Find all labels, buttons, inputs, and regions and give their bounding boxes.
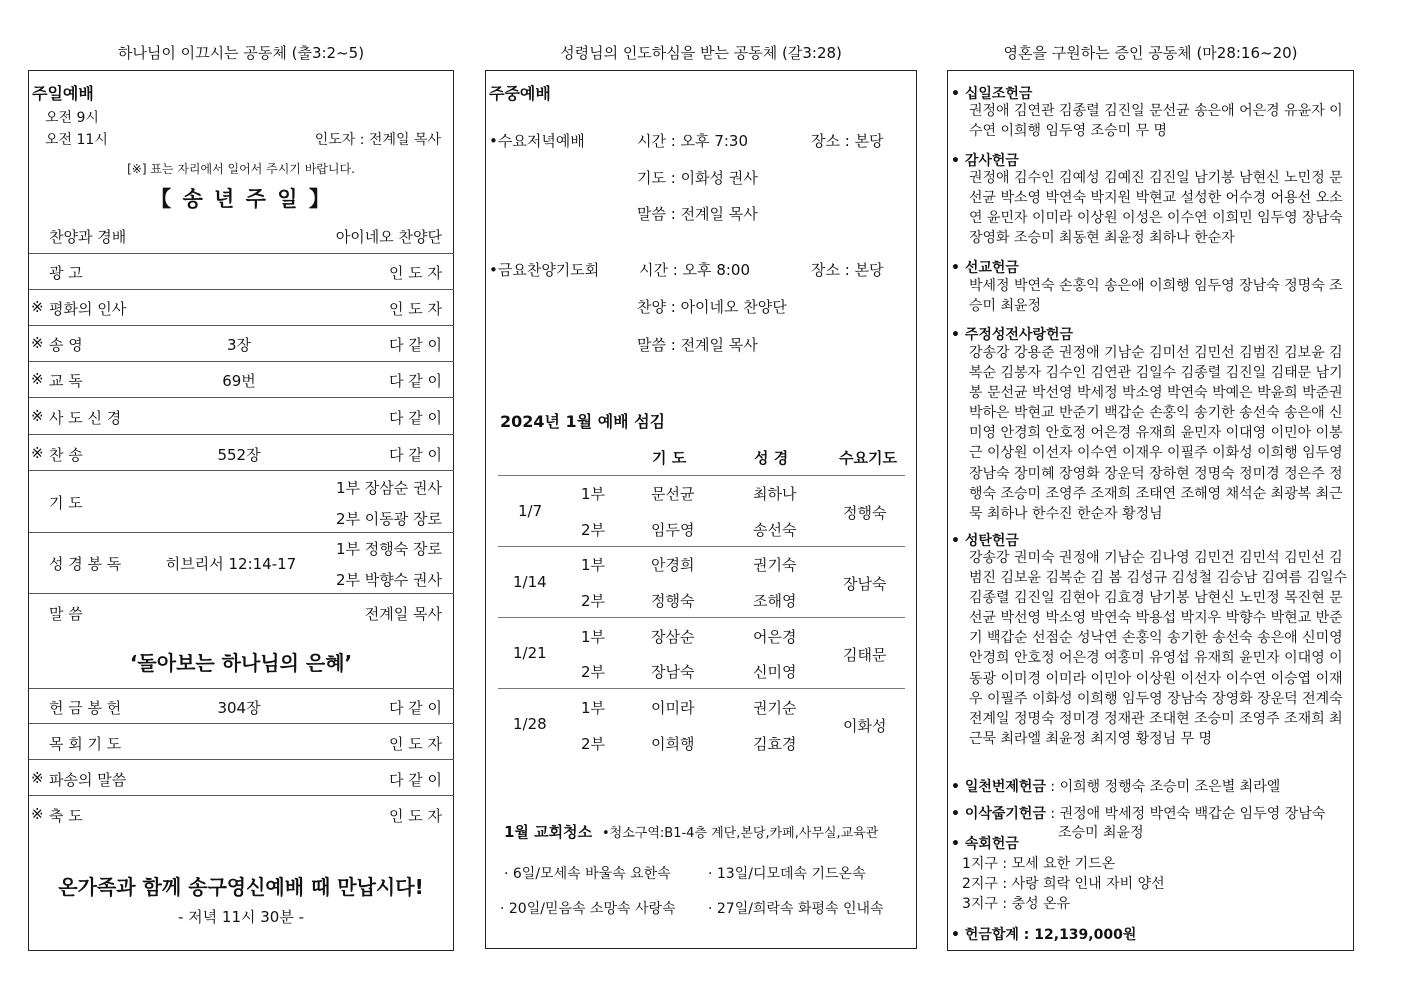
sunday-theme: 【 송 년 주 일 】: [150, 187, 332, 211]
schedule-bible: 신미영: [753, 663, 797, 681]
order-leader: 다 같 이: [388, 372, 442, 390]
wednesday-prayer: 기도 : 이화성 권사: [637, 169, 758, 187]
district-line: 3지구 : 충성 온유: [962, 896, 1071, 912]
schedule-wednesday: 김태문: [843, 646, 887, 664]
schedule-prayer: 임두영: [651, 521, 695, 539]
order-leader: 인 도 자: [388, 735, 442, 753]
schedule-part: 1부: [581, 556, 606, 574]
order-detail: 552장: [217, 446, 261, 464]
divider: [29, 723, 454, 724]
standing-notice: [※] 표는 자리에서 일어서 주시기 바랍니다.: [127, 162, 355, 176]
reader-2: 2부 박향수 권사: [335, 571, 442, 589]
thanks-heading: • 감사헌금: [951, 153, 1019, 169]
schedule-part: 1부: [581, 699, 606, 717]
district-line: 1지구 : 모세 요한 기드온: [962, 856, 1116, 872]
schedule-bible: 권기순: [753, 699, 797, 717]
stand-mark: ※: [31, 407, 44, 425]
love-names: 강송강 강용준 권정애 기남순 김미선 김민선 김범진 김보윤 김복순 김봉자 김수인 김연관 김일수 김종렬 김진일 김태문 남기봉 문선균 박선영 박세정 박소영 박연숙 박예은 박윤희 박준권 박하은 박현교 반준기 백갑순 손홍익 송기한 송선숙 송은애 신미영 안경희 안호정 어은경 유재희 윤민자 이대영 이민아 이봉근 이상원 이선자 이수연 이재우 이필주 이화성 이희행 임두영 장남숙 장미혜 장영화 장운덕 장하현 정명숙 정미경 정은주 정행숙 조승미 조영주 조재희 조태연 조해영 채석순 최광복 최근묵 최하나 한수진 한순자 황정님: [969, 345, 1343, 522]
stand-mark: ※: [31, 298, 44, 316]
stand-mark: ※: [31, 805, 44, 823]
christmas-heading: • 성탄헌금: [951, 533, 1019, 549]
schedule-wednesday: 이화성: [843, 717, 887, 735]
service-time-2: 오전 11시: [45, 132, 108, 148]
stand-mark: ※: [31, 444, 44, 462]
order-label: 광 고: [49, 264, 83, 282]
order-leader: 인 도 자: [388, 807, 442, 825]
schedule-date: 1/21: [513, 644, 547, 662]
divider: [29, 397, 454, 398]
sermon-title: ‘돌아보는 하나님의 은혜’: [129, 651, 353, 675]
order-leader: 인 도 자: [388, 300, 442, 318]
divider: [29, 593, 454, 594]
moving-names-2: 조승미 최윤정: [1058, 825, 1144, 841]
schedule-prayer: 안경희: [651, 556, 695, 574]
total-offering: • 헌금합계 : 12,139,000원: [951, 927, 1137, 943]
ilcheon-names: : 이희행 정행숙 조승미 조은별 최라엘: [1045, 779, 1281, 795]
wednesday-time: 시간 : 오후 7:30: [637, 132, 749, 150]
divider: [29, 325, 454, 326]
column-heading-2: 성령님의 인도하심을 받는 공동체 (갈3:28): [560, 44, 842, 62]
schedule-prayer: 장삼순: [651, 628, 695, 646]
ilcheon-row: [951, 776, 1280, 796]
schedule-bible: 김효경: [753, 735, 797, 753]
order-leader: 아이네오 찬양단: [335, 228, 442, 246]
tithe-heading: • 십일조헌금: [951, 86, 1033, 102]
order-leader: 다 같 이: [388, 409, 442, 427]
mission-names: 박세정 박연숙 손홍익 송은애 이희행 임두영 장남숙 정명숙 조승미 최윤정: [969, 278, 1343, 315]
schedule-divider: [498, 475, 905, 476]
stand-mark: ※: [31, 334, 44, 352]
friday-time: 시간 : 오후 8:00: [639, 261, 751, 279]
friday-service-name: •금요찬양기도회: [489, 261, 600, 279]
column-heading-3: 영혼을 구원하는 증인 공동체 (마28:16~20): [1003, 44, 1298, 62]
wednesday-service-name: •수요저녁예배: [489, 132, 585, 150]
service-leader: 인도자 : 전계일 목사: [314, 132, 441, 148]
order-label: 교 독: [49, 372, 83, 390]
divider: [29, 289, 454, 290]
order-label: 목 회 기 도: [49, 735, 122, 753]
reader-1: 1부 정행숙 장로: [335, 540, 442, 558]
schedule-prayer: 장남숙: [651, 663, 695, 681]
column-heading-1: 하나님이 이끄시는 공동체 (출3:2~5): [117, 44, 365, 62]
schedule-bible: 최하나: [753, 485, 797, 503]
schedule-bible: 권기숙: [753, 556, 797, 574]
schedule-header-prayer: 기 도: [652, 449, 687, 467]
order-label: 축 도: [49, 807, 83, 825]
schedule-bible: 어은경: [753, 628, 797, 646]
sermon-label: 말 씀: [49, 605, 83, 623]
order-detail: 304장: [217, 699, 261, 717]
schedule-date: 1/28: [513, 715, 547, 733]
order-leader: 다 같 이: [388, 699, 442, 717]
order-leader: 다 같 이: [388, 336, 442, 354]
schedule-part: 2부: [581, 735, 606, 753]
stand-mark: ※: [31, 769, 44, 787]
order-label: 평화의 인사: [49, 300, 127, 318]
divider: [29, 434, 454, 435]
divider: [29, 688, 454, 689]
order-label: 파송의 말씀: [49, 771, 127, 789]
friday-praise: 찬양 : 아이네오 찬양단: [637, 298, 787, 316]
cleaning-areas: •청소구역:B1-4층 계단,본당,카페,사무실,교육관: [602, 826, 879, 841]
order-leader: 다 같 이: [388, 446, 442, 464]
prayer-label: 기 도: [49, 494, 83, 512]
schedule-prayer: 문선균: [651, 485, 695, 503]
schedule-title: 2024년 1월 예배 섬김: [500, 412, 666, 431]
schedule-date: 1/14: [513, 573, 547, 591]
love-heading: • 주정성전사랑헌금: [951, 327, 1074, 343]
divider: [29, 253, 454, 254]
schedule-wednesday: 정행숙: [843, 504, 887, 522]
friday-sermon: 말씀 : 전계일 목사: [637, 336, 758, 354]
schedule-bible: 송선숙: [753, 521, 797, 539]
stand-mark: ※: [31, 370, 44, 388]
service-time-1: 오전 9시: [45, 110, 99, 126]
schedule-part: 1부: [581, 628, 606, 646]
thanks-names: 권정애 김수인 김예성 김예진 김진일 남기봉 남현신 노민정 문선균 박소영 박연숙 박지원 박현교 설성한 어수경 어용선 오소연 윤민자 이미라 이상원 이성은 이수연 이희민 임두영 장남숙 장영화 조승미 최동현 최윤정 최하나 한순자: [969, 170, 1343, 247]
divider: [29, 470, 454, 471]
schedule-part: 2부: [581, 521, 606, 539]
order-label: 송 영: [49, 336, 83, 354]
cleaning-item: · 27일/희락속 화평속 인내속: [708, 901, 884, 917]
order-label: 찬양과 경배: [49, 228, 127, 246]
sunday-worship-title: 주일예배: [32, 84, 94, 103]
schedule-divider: [498, 546, 905, 547]
cleaning-title: 1월 교회청소: [504, 823, 593, 841]
prayer-leader-1: 1부 장삼순 권사: [335, 479, 442, 497]
sunday-worship-panel: [28, 70, 454, 951]
prayer-leader-2: 2부 이동광 장로: [335, 510, 442, 528]
friday-place: 장소 : 본당: [811, 261, 884, 279]
schedule-prayer: 정행숙: [651, 592, 695, 610]
order-leader: 인 도 자: [388, 264, 442, 282]
district-line: 2지구 : 사랑 희락 인내 자비 양선: [962, 876, 1165, 892]
moving-names: : 권정애 박세정 박연숙 백갑순 임두영 장남숙: [1045, 806, 1326, 822]
weekday-worship-panel: [485, 70, 917, 949]
cleaning-item: · 20일/믿음속 소망속 사랑속: [500, 901, 676, 917]
order-detail: 69번: [222, 372, 256, 390]
moving-heading: • 이삭줍기헌금: [951, 806, 1046, 822]
schedule-header-bible: 성 경: [754, 449, 789, 467]
schedule-part: 2부: [581, 663, 606, 681]
order-label: 찬 송: [49, 446, 83, 464]
reading-passage: 히브리서 12:14-17: [165, 555, 297, 573]
weekday-worship-title: 주중예배: [489, 84, 551, 103]
schedule-prayer: 이미라: [651, 699, 695, 717]
schedule-header-wednesday: 수요기도: [839, 449, 897, 467]
divider: [29, 759, 454, 760]
cleaning-item: · 13일/디모데속 기드온속: [708, 866, 866, 882]
wednesday-sermon: 말씀 : 전계일 목사: [637, 205, 758, 223]
district-heading: • 속회헌금: [951, 836, 1019, 852]
schedule-date: 1/7: [518, 502, 543, 520]
order-label: 사 도 신 경: [49, 409, 122, 427]
schedule-prayer: 이희행: [651, 735, 695, 753]
schedule-part: 2부: [581, 592, 606, 610]
closing-time: - 저녁 11시 30분 -: [177, 908, 305, 926]
wednesday-place: 장소 : 본당: [811, 132, 884, 150]
order-detail: 3장: [226, 336, 252, 354]
cleaning-item: · 6일/모세속 바울속 요한속: [504, 866, 671, 882]
preacher: 전계일 목사: [364, 605, 442, 623]
schedule-bible: 조해영: [753, 592, 797, 610]
order-label: 헌 금 봉 헌: [49, 699, 122, 717]
reading-label: 성 경 봉 독: [49, 555, 122, 573]
divider: [29, 795, 454, 796]
mission-heading: • 선교헌금: [951, 260, 1019, 276]
schedule-wednesday: 장남숙: [843, 575, 887, 593]
divider: [29, 361, 454, 362]
schedule-divider: [498, 688, 905, 689]
divider: [29, 532, 454, 533]
moving-row: [951, 803, 1325, 823]
order-leader: 다 같 이: [388, 771, 442, 789]
tithe-names: 권정애 김연관 김종렬 김진일 문선균 송은애 어은경 유윤자 이수연 이희행 임두영 조승미 무 명: [969, 103, 1343, 140]
christmas-names: 강송강 권미숙 권정애 기남순 김나영 김민건 김민석 김민선 김범진 김보윤 김복순 김 봄 김성규 김성철 김승남 김여름 김일수 김종렬 김진일 김현아 김효경 남기봉 남현신 노민정 목진현 문선균 박선영 박소영 박연숙 박용섭 박지우 박향수 박현교 반준기 백갑순 선점순 성낙연 손홍익 송기한 송선숙 송은애 신미영 안경희 안호정 어은경 여홍미 유영섭 유재희 윤민자 이대영 이동광 이미경 이미라 이민아 이상원 이선자 이수연 이승엽 이재우 이필주 이화성 이희행 임두영 장남숙 장영화 장운덕 전계숙 전계일 정명숙 정미경 정재관 조대현 조승미 조영주 조재희 최근묵 최라엘 최윤정 최지영 황정님 무 명: [969, 550, 1348, 747]
offerings-panel: [947, 70, 1354, 951]
schedule-part: 1부: [581, 485, 606, 503]
ilcheon-heading: • 일천번제헌금: [951, 779, 1046, 795]
schedule-divider: [498, 617, 905, 618]
closing-message: 온가족과 함께 송구영신예배 때 만납시다!: [58, 875, 424, 899]
